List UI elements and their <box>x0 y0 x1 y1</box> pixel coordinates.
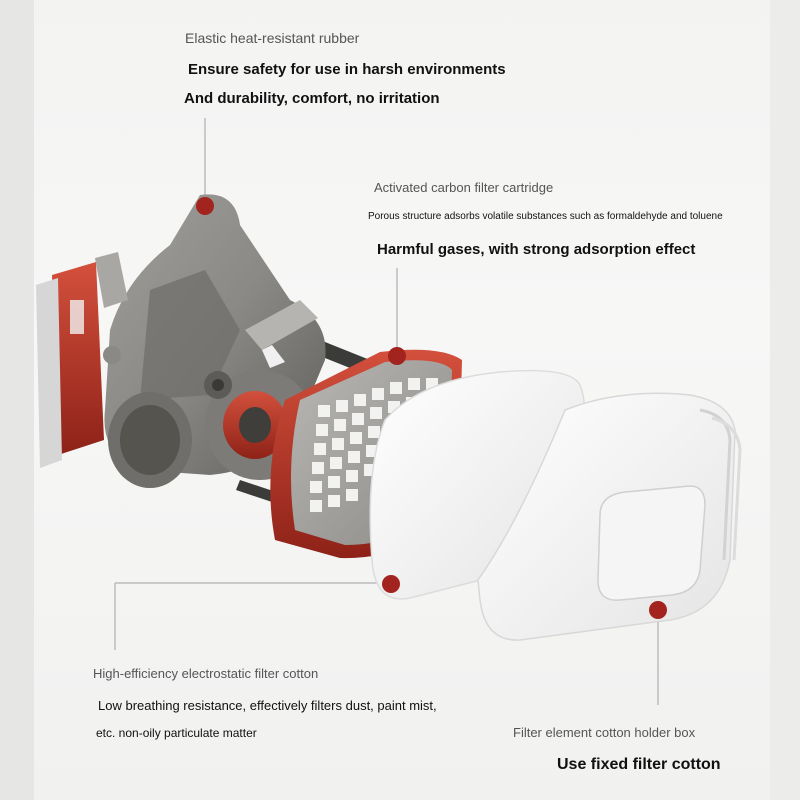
holder-line1: Use fixed filter cotton <box>557 756 721 773</box>
marker-cartridge <box>388 347 406 365</box>
cartridge-line1: Porous structure adsorbs volatile substances such as formaldehyde and toluene <box>368 211 723 222</box>
cotton-line2: etc. non-oily particulate matter <box>96 726 257 740</box>
cartridge-title: Activated carbon filter cartridge <box>374 180 554 195</box>
left-cartridge <box>36 262 104 468</box>
cartridge-line2: Harmful gases, with strong adsorption effect <box>377 241 696 258</box>
rubber-line2: And durability, comfort, no irritation <box>184 90 440 107</box>
rubber-title: Elastic heat-resistant rubber <box>185 30 360 46</box>
cotton-line1: Low breathing resistance, effectively filters dust, paint mist, <box>98 698 437 713</box>
cotton-title: High-efficiency electrostatic filter cotton <box>93 666 319 681</box>
rubber-line1: Ensure safety for use in harsh environments <box>188 61 506 78</box>
marker-rubber <box>196 197 214 215</box>
holder-title: Filter element cotton holder box <box>513 725 696 740</box>
marker-holder <box>649 601 667 619</box>
marker-cotton <box>382 575 400 593</box>
